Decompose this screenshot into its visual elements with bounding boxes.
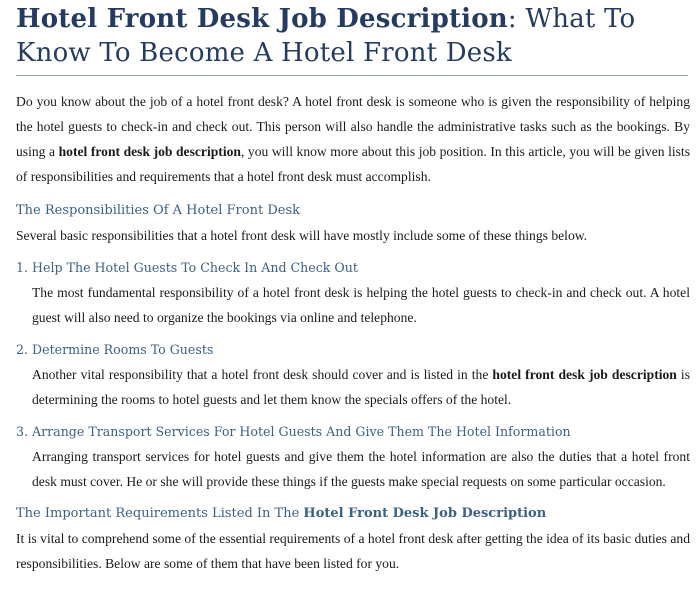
list-item-heading: Arrange Transport Services For Hotel Guests And Give Them The Hotel Information (32, 424, 571, 439)
title-divider (16, 75, 688, 76)
list-item-keyword: hotel front desk job description (492, 367, 677, 382)
list-item (16, 256, 690, 330)
list-item-text (16, 362, 690, 412)
list-item-number: 1. (16, 260, 29, 275)
list-item-title (16, 338, 690, 362)
requirements-heading-keyword: Hotel Front Desk Job Description (303, 506, 547, 521)
list-item (16, 338, 690, 412)
intro-text: Do you know about the job of a hotel front desk? A hotel front desk is someone who is given the responsibility of helping the hotel guests to check-in and check out. This person will also handle the administrative tasks such as the bookings. By using a (16, 94, 690, 159)
list-item (16, 420, 690, 494)
page-title-rest: : What To Know To Become A Hotel Front Desk (16, 4, 636, 68)
list-item-text: Arranging transport services for hotel guests and give them the hotel information are also the duties that a hotel front desk must cover. He or she will provide these things if the guests make special requests on some particular occasion. (32, 449, 690, 489)
list-item-text-b: is determining the rooms to hotel guests and let them know the specials offers of the hotel. (32, 367, 690, 407)
list-item-text: The most fundamental responsibility of a hotel front desk is helping the hotel guests to check-in and check out. A hotel guest will also need to organize the bookings via online and telephone. (32, 285, 690, 325)
article (16, 0, 690, 576)
list-item-heading: Help The Hotel Guests To Check In And Check Out (32, 260, 358, 275)
list-item-heading: Determine Rooms To Guests (32, 342, 214, 357)
responsibilities-heading: The Responsibilities Of A Hotel Front Desk (16, 203, 300, 218)
page-title-strong: Hotel Front Desk Job Description (16, 4, 508, 34)
page-title (16, 0, 690, 70)
intro-text-end: , you will know more about this job position. In this article, you will be given lists of responsibilities and requirements that a hotel front desk must accomplish. (16, 144, 690, 184)
intro-keyword: hotel front desk job description (58, 144, 241, 159)
requirements-heading (16, 502, 690, 526)
requirements-heading-text: The Important Requirements Listed In The (16, 506, 304, 521)
list-item-number: 2. (16, 342, 29, 357)
intro-paragraph (16, 89, 690, 189)
list-item-title (16, 420, 690, 444)
list-item-title (16, 256, 690, 280)
requirements-lead: It is vital to comprehend some of the essential requirements of a hotel front desk after getting the idea of its basic duties and responsibilities. Below are some of them that have been listed for you. (16, 531, 690, 571)
list-item-text-a: Another vital responsibility that a hotel front desk should cover and is listed in the (32, 367, 493, 382)
responsibilities-lead: Several basic responsibilities that a hotel front desk will have mostly include some of these things below. (16, 228, 588, 243)
list-item-number: 3. (16, 424, 29, 439)
